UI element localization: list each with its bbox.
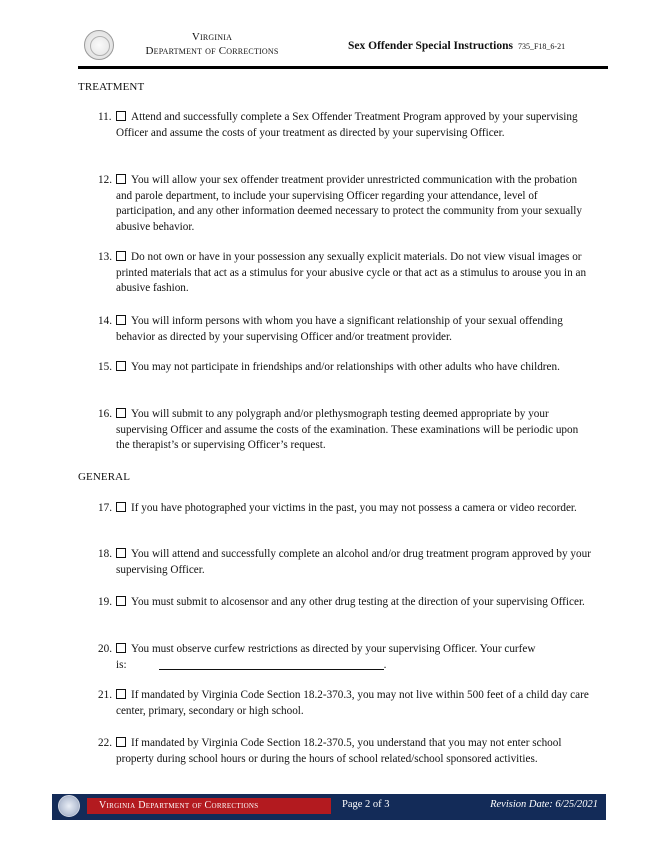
org-line1: Virginia [191,31,233,43]
item-number: 13. [98,251,112,263]
item-14-checkbox[interactable] [116,315,126,325]
instruction-item-15 [98,360,593,376]
item-text: If mandated by Virginia Code Section 18.2-370.3, you may not live within 500 feet of a child day care center, primary, secondary or high school. [116,689,589,717]
item-number: 12. [98,174,112,186]
form-code: 735_F18_6-21 [517,42,566,51]
item-text: Attend and successfully complete a Sex Offender Treatment Program approved by your supervising Officer and assume the costs of your treatment as directed by your supervising Officer. [116,111,578,139]
document-title [348,40,565,52]
curfew-label: is: [116,658,127,671]
item-text: You will submit to any polygraph and/or plethysmograph testing deemed appropriate by your supervising Officer and assume the costs of the examination. These examinations will be periodic upon the therapist’s or supervising Officer’s request. [116,408,579,452]
item-number: 16. [98,408,112,420]
page-number: Page 2 of 3 [342,799,390,810]
item-text: You will inform persons with whom you have a significant relationship of your sexual offending behavior as directed by your supervising Officer and/or treatment provider. [116,315,563,343]
item-number: 21. [98,689,112,701]
item-text: You must observe curfew restrictions as directed by your supervising Officer. Your curfew [131,643,536,655]
instruction-item-14 [98,314,593,345]
item-20-checkbox[interactable] [116,643,126,653]
item-number: 18. [98,548,112,560]
instruction-item-12 [98,173,593,235]
instruction-item-11 [98,110,593,141]
item-text: Do not own or have in your possession any sexually explicit materials. Do not view visual images or printed materials that act as a stimulus for your abusive cycle or that act as a stimulus to arouse you in an abusive fashion. [116,251,587,295]
instruction-item-13 [98,250,593,297]
item-text: You may not participate in friendships and/or relationships with other adults who have children. [131,361,560,373]
page-footer [52,794,606,820]
section-heading-general: GENERAL [78,471,131,483]
org-line2: Department of Corrections [145,45,279,57]
section-heading-treatment: TREATMENT [78,81,145,93]
item-text: If mandated by Virginia Code Section 18.2-370.5, you understand that you may not enter school property during school hours or during the hours of school related/school sponsored activities. [116,737,562,765]
page-header [78,26,608,66]
item-21-checkbox[interactable] [116,689,126,699]
instruction-item-20: 20. You must observe curfew restrictions as directed by your supervising Officer. Your curfew is: . [98,643,536,671]
item-number: 19. [98,596,112,608]
item-number: 20. [98,643,112,655]
item-22-checkbox[interactable] [116,737,126,747]
footer-org-name: Virginia Department of Corrections [87,798,331,814]
item-text: You will attend and successfully complete an alcohol and/or drug treatment program approved by your supervising Officer. [116,548,591,576]
instruction-item-19 [98,595,593,611]
curfew-field[interactable] [159,659,384,670]
instruction-item-22 [98,736,593,767]
virginia-seal-icon [84,30,114,60]
instruction-item-18 [98,547,593,578]
document-title-text: Sex Offender Special Instructions [348,40,513,52]
item-17-checkbox[interactable] [116,502,126,512]
item-number: 17. [98,502,112,514]
item-text: You will allow your sex offender treatment provider unrestricted communication with the probation and parole department, to include your supervising Officer regarding your attendance, level of participation, and any other information deemed necessary to protect the community from your sexually abusive behavior. [116,174,583,233]
item-text: You must submit to alcosensor and any other drug testing at the direction of your supervising Officer. [131,596,585,608]
org-name [122,30,302,58]
header-divider [78,66,608,69]
item-19-checkbox[interactable] [116,596,126,606]
instruction-item-16 [98,407,593,454]
footer-seal-icon [58,795,80,817]
revision-date: Revision Date: 6/25/2021 [490,799,598,810]
item-16-checkbox[interactable] [116,408,126,418]
item-12-checkbox[interactable] [116,174,126,184]
item-11-checkbox[interactable] [116,111,126,121]
item-13-checkbox[interactable] [116,251,126,261]
item-number: 22. [98,737,112,749]
instruction-item-17 [98,501,593,517]
instruction-item-21 [98,688,593,719]
item-text: If you have photographed your victims in the past, you may not possess a camera or video recorder. [131,502,577,514]
item-15-checkbox[interactable] [116,361,126,371]
item-18-checkbox[interactable] [116,548,126,558]
item-number: 15. [98,361,112,373]
item-number: 11. [98,111,112,123]
item-number: 14. [98,315,112,327]
